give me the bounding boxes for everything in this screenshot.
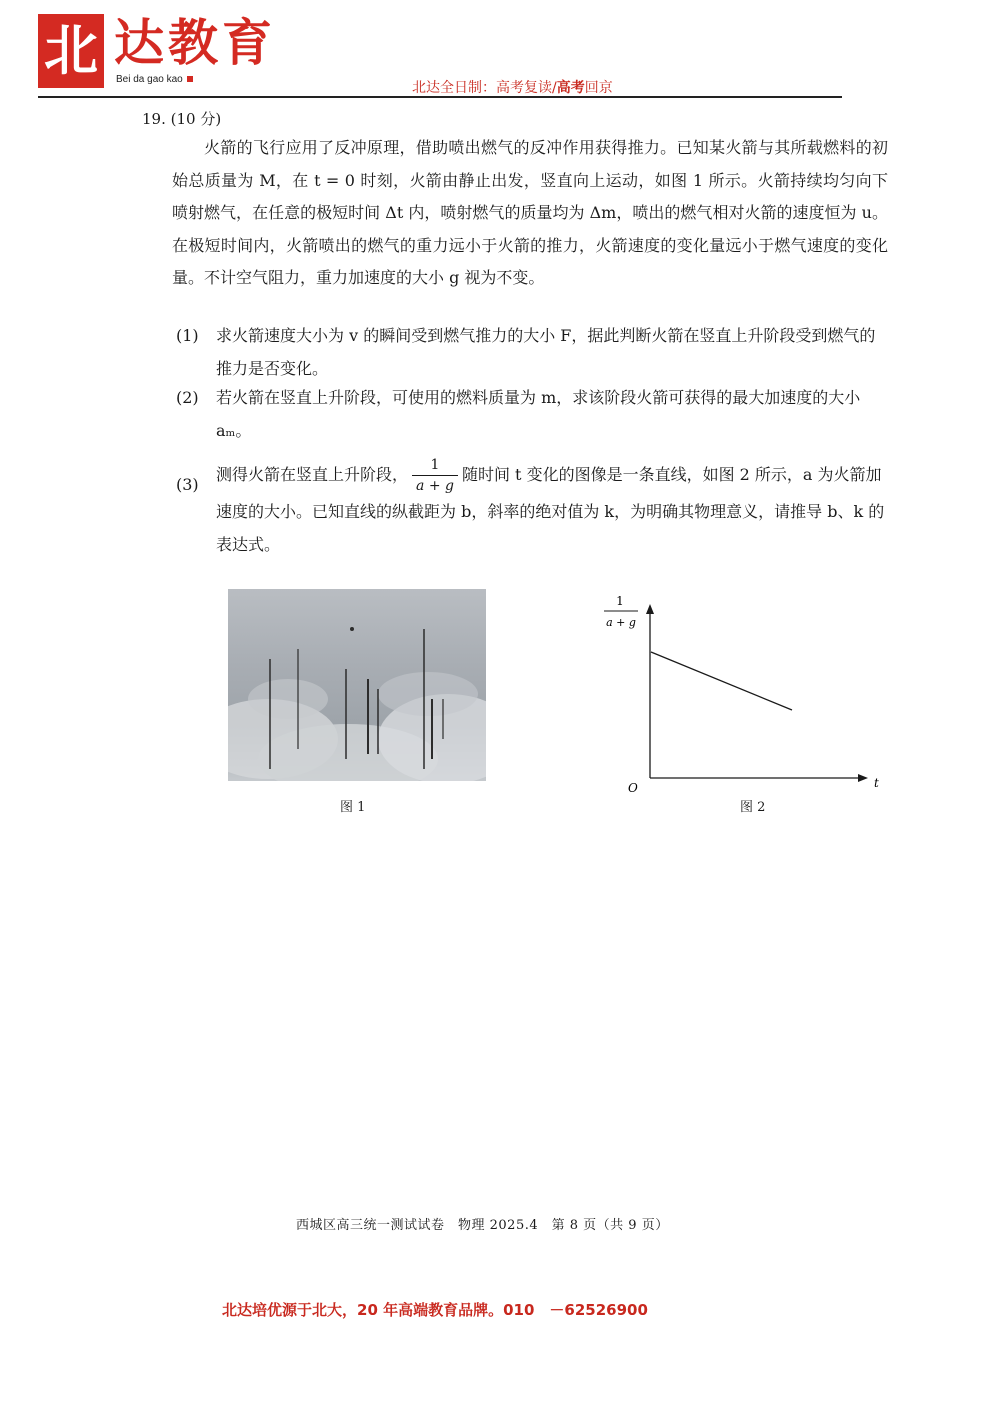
header-divider (38, 96, 842, 98)
sub-question-text: 若火箭在竖直上升阶段，可使用的燃料质量为 m，求该阶段火箭可获得的最大加速度的大小 aₘ。 (216, 388, 861, 440)
page-footer: 西城区高三统一测试试卷 物理 2025.4 第 8 页（共 9 页） (296, 1218, 669, 1233)
sub-question-2 (176, 382, 888, 447)
x-axis-arrow (858, 774, 868, 782)
y-label-denominator: a + g (606, 616, 636, 629)
question-number: 19. (10 分) (142, 110, 222, 128)
x-axis-label: t (874, 776, 879, 790)
origin-label: O (628, 781, 638, 795)
question-intro: 火箭的飞行应用了反冲原理，借助喷出燃气的反冲作用获得推力。已知某火箭与其所载燃料的初始总质量为 M，在 t = 0 时刻，火箭由静止出发，竖直向上运动，如图 1 所示。火箭持续均匀向下喷射燃气，在任意的极短时间 Δt 内，喷射燃气的质量均为 Δm，喷出的燃气相对火箭的速度恒为 u。在极短时间内，火箭喷出的燃气的重力远小于火箭的推力，火箭速度的变化量远小于燃气速度的变化量。不计空气阻力，重力加速度的大小 g 视为不变。 (172, 138, 888, 287)
sub-question-1 (176, 320, 888, 385)
figure-1-caption: 图 1 (340, 800, 366, 815)
sub-question-number: (3) (176, 475, 199, 494)
logo-mark (38, 14, 104, 88)
sub-question-3 (176, 455, 888, 561)
y-axis-arrow (646, 604, 654, 614)
sub-question-text-before: 测得火箭在竖直上升阶段， (216, 465, 409, 484)
sub-question-number: (1) (176, 326, 199, 345)
figure-2-caption: 图 2 (740, 800, 766, 815)
bottom-advertisement: 北达培优源于北大，20 年高端教育品牌。010 －62526900 (222, 1301, 648, 1319)
y-label-numerator: 1 (616, 594, 624, 608)
logo-char: 北 (44, 19, 98, 82)
header-slogan: 北达全日制：高考复读/高考回京 (412, 80, 613, 96)
logo-subtitle: Bei da gao kao (116, 74, 193, 85)
logo-text: 达教育 (114, 13, 276, 72)
data-line (651, 652, 792, 710)
graph-figure (596, 590, 886, 800)
sub-question-number: (2) (176, 388, 199, 407)
fraction: $\frac{1}{a + g}$ (412, 455, 458, 496)
sub-question-text: 求火箭速度大小为 v 的瞬间受到燃气推力的大小 F，据此判断火箭在竖直上升阶段受到燃气的推力是否变化。 (216, 326, 876, 378)
sub-question-text-after: 随时间 t 变化的图像是一条直线，如图 2 所示，a 为火箭加速度的大小。已知直线的纵截距为 b，斜率的绝对值为 k，为明确其物理意义，请推导 b、k 的表达式。 (216, 465, 885, 554)
rocket-photo (228, 589, 486, 781)
